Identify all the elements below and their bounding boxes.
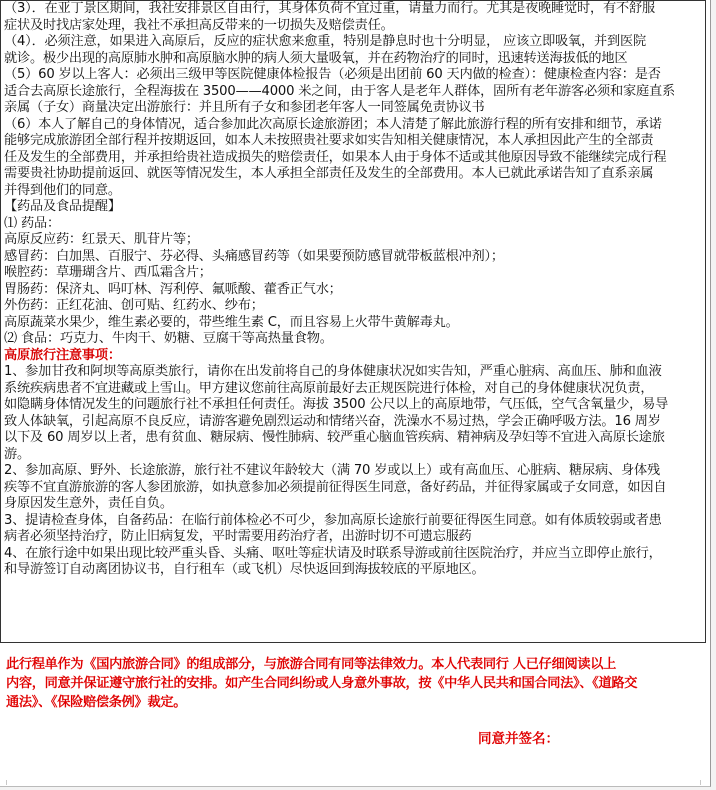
text-line: 喉腔药：草珊瑚含片、西瓜霜含片；	[4, 265, 212, 280]
text-line: 就诊。极少出现的高原肺水肿和高原脑水肿的病人须大量吸氧，并在药物治疗的同时，迅速转送海拔低的地区	[4, 50, 628, 66]
text-line: 能够完成旅游团全部行程并按期返回，如本人未按照贵社要求如实告知相关健康情况，本人承担因此产生的全部责	[4, 133, 654, 148]
text-line: 亲属（子女）商量决定出游旅行：并且所有子女和参团老年客人一同签属免责协议书	[4, 100, 485, 115]
text-line: （4）．必须注意，如果进入高原后，反应的症状愈来愈重，特别是静息时也十分明显， 应该立即吸氧，并到医院	[4, 34, 646, 49]
text-line: 如隐瞒身体情况发生的问题旅行社不承担任何责任。海拔 3500 公尺以上的高原地带，气压低，空气含氧量少，易导	[4, 397, 669, 412]
section-heading-medicine: 【药品及食品提醒】	[4, 199, 121, 214]
signature-label: 同意并签名：	[478, 731, 559, 747]
text-line: （5）60 岁以上客人：必须出三级甲等医院健康体检报告（必须是出团前 60 天内做的检查）：健康检查内容：是否	[4, 67, 661, 82]
text-line: ⑴ 药品：	[4, 215, 60, 231]
text-line: 1、参加甘孜和阿坝等高原类旅行，请你在出发前将自己的身体健康状况如实告知，严重心脏病、高血压、肺和血液	[4, 364, 662, 379]
section-heading-precautions: 高原旅行注意事项：	[4, 347, 121, 363]
text-line: 3、提请检查身体，自备药品：在临行前体检必不可少，参加高原长途旅行前要征得医生同意。如有体质较弱或者患	[4, 512, 662, 528]
text-line: 以下及 60 周岁以上者，患有贫血、糖尿病、慢性肺病、较严重心脑血管疾病、精神病及孕妇等不宜进入高原长途旅	[4, 430, 665, 445]
text-line: 身原因发生意外，责任自负。	[4, 496, 173, 511]
text-line: 高原蔬菜水果少，维生素必要的，带些维生素 C，而且容易上火带牛黄解毒丸。	[4, 314, 459, 330]
text-line: 致人体缺氧，引起高原不良反应，请游客避免剧烈运动和情绪兴奋，洗澡水不易过热，学会正确呼吸方法。16 周岁	[4, 413, 661, 429]
text-line: ⑵ 食品：巧克力、牛肉干、奶糖、豆腐干等高热量食物。	[4, 331, 333, 346]
text-line: 症状及时找店家处理，我社不承担高反带来的一切损失及赔偿责任。	[4, 17, 394, 33]
text-line: 任及发生的全部费用，并承担给贵社造成损失的赔偿责任，如果本人由于身体不适或其他原因导致不能继续完成行程	[4, 149, 667, 165]
corner-mark	[6, 780, 7, 785]
text-line: 需要贵社协助提前返回、就医等情况发生，本人承担全部责任及发生的全部费用。本人已就此承诺告知了直系亲属	[4, 166, 654, 181]
text-line: 胃肠药：保济丸、吗叮林、泻利停、氟哌酸、藿香正气水；	[4, 281, 342, 297]
text-line: 适合去高原长途旅行，全程海拔在 3500——4000 米之间，由于客人是老年人群体，固所有老年游客必须和家庭直系	[4, 83, 675, 99]
text-line: 系统疾病患者不宜进藏或上雪山。甲方建议您前往高原前最好去正规医院进行体检，对自己的身体健康状况负责，	[4, 380, 654, 396]
notice-line: 内容，同意并保证遵守旅行社的安排。如产生合同纠纷或人身意外事故，按《中华人民共和国合同法》、《道路交	[6, 676, 638, 691]
text-line: 感冒药：白加黑、百服宁、芬必得、头痛感冒药等（如果要预防感冒就带板蓝根冲剂）；	[4, 248, 504, 264]
text-line: 高原反应药：红景天、肌苷片等；	[4, 232, 199, 247]
text-line: 4、在旅行途中如果出现比较严重头昏、头痛、呕吐等症状请及时联系导游或前往医院治疗，并应当立即停止旅行，	[4, 545, 662, 561]
text-line: 并得到他们的同意。	[4, 182, 121, 198]
text-line: 2、参加高原、野外、长途旅游，旅行社不建议年龄较大（满 70 岁或以上）或有高血压、心脏病、糖尿病、身体残	[4, 463, 660, 478]
notice-line: 此行程单作为《国内旅游合同》的组成部分，与旅游合同有同等法律效力。本人代表同行 人已仔细阅读以上	[6, 657, 616, 672]
text-line: 疾等不宜直游旅游的客人参团旅游，如执意参加必须提前征得医生同意，备好药品，并征得家属或子女同意，如因自	[4, 479, 667, 495]
text-line: 和导游签订自动离团协议书，自行租车（或飞机）尽快返回到海拔较底的平原地区。	[4, 562, 485, 577]
text-line: 游。	[4, 446, 30, 462]
text-line: 外伤药：正红花油、创可贴、红药水、纱布；	[4, 298, 264, 313]
text-line: 病者必须坚持治疗，防止旧病复发，平时需要用药治疗者，出游时切不可遗忘服药	[4, 529, 472, 544]
notice-line: 通法》、《保险赔偿条例》裁定。	[6, 695, 187, 710]
contract-notice	[6, 655, 706, 712]
text-line: （6）本人了解自己的身体情况，适合参加此次高原长途旅游团；本人清楚了解此旅游行程的所有安排和细节，承诺	[4, 116, 662, 132]
text-line: （3）．在亚丁景区期间，我社安排景区自由行，其身体负荷不宜过重，请量力而行。尤其是夜晚睡觉时，有不舒服	[4, 1, 655, 16]
corner-mark	[700, 780, 701, 785]
